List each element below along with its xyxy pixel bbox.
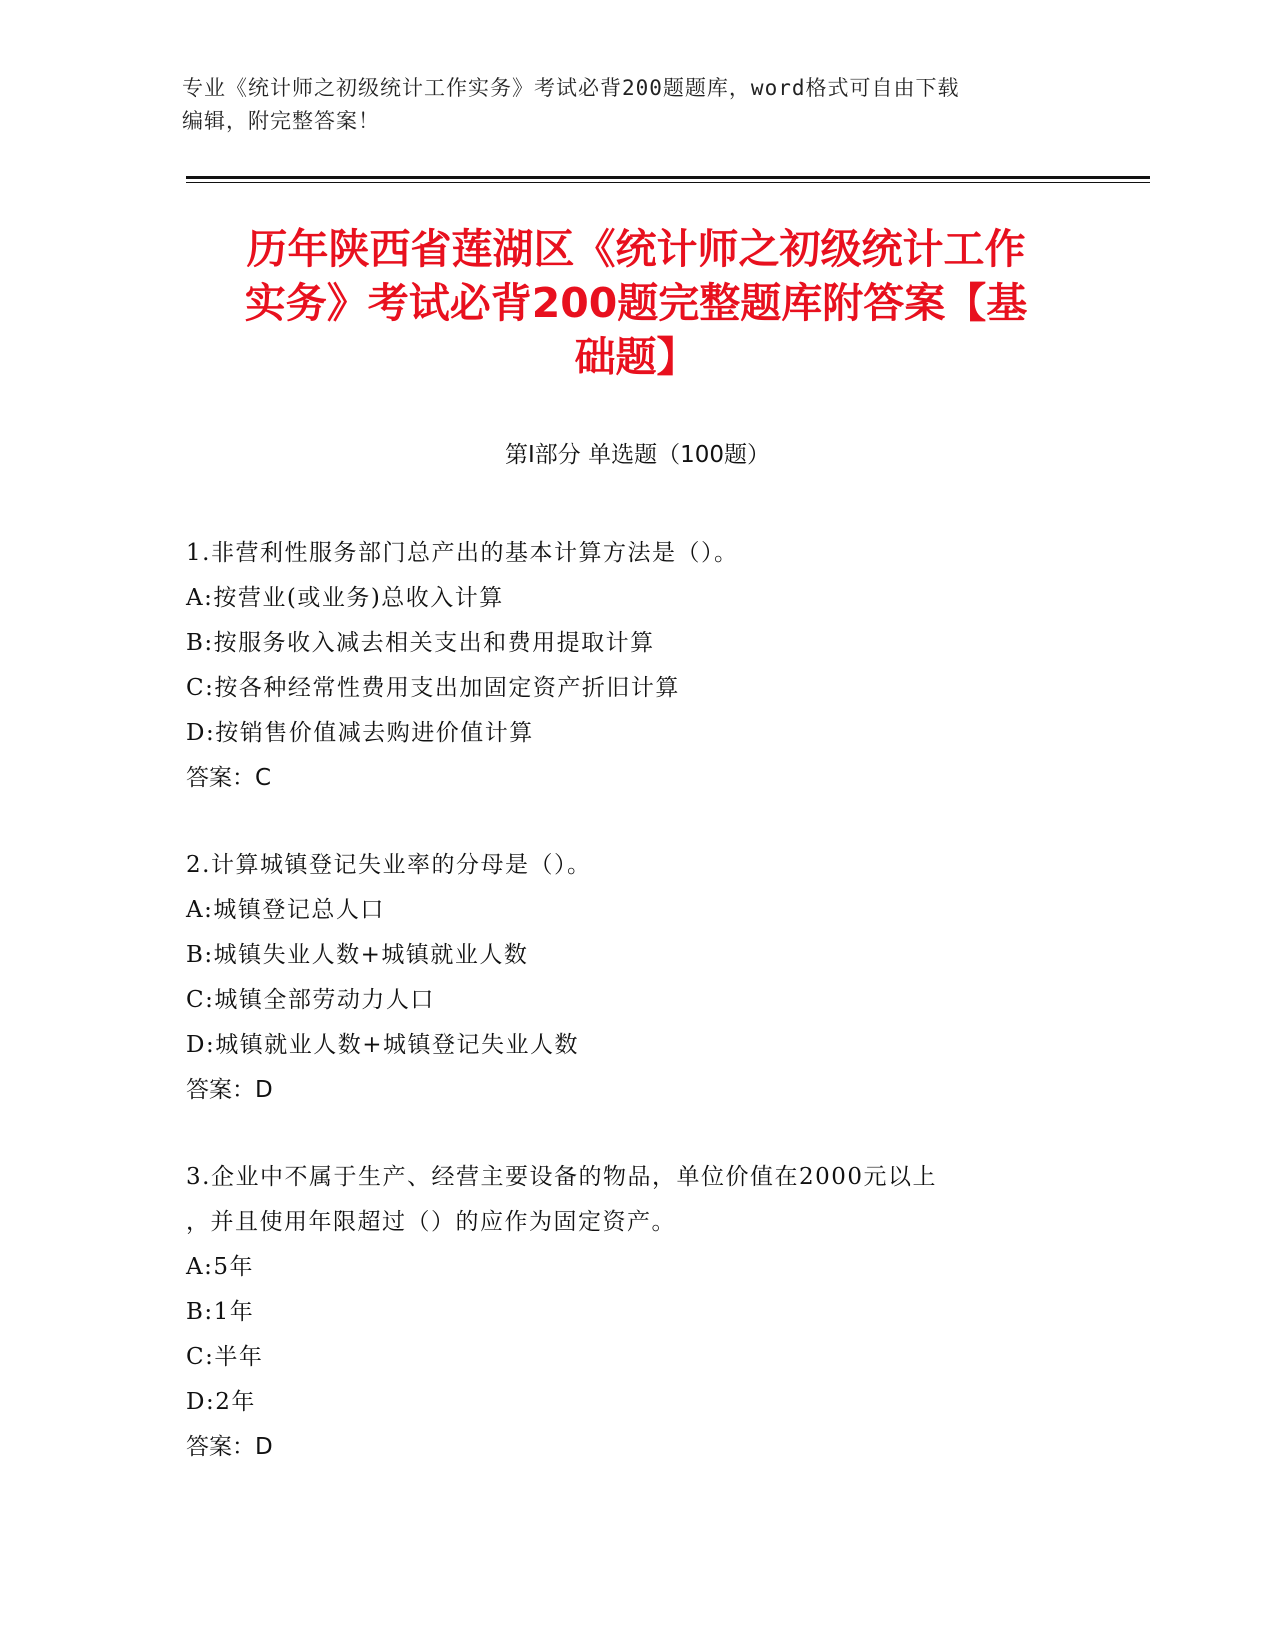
header-divider-thin — [186, 182, 1150, 183]
section-heading: 第Ⅰ部分 单选题（100题） — [505, 442, 770, 468]
title-line-1: 历年陕西省莲湖区《统计师之初级统计工作 — [246, 225, 1026, 273]
question-stem-line-1: 3.企业中不属于生产、经营主要设备的物品，单位价值在2000元以上 — [186, 1164, 937, 1190]
option-c: C:按各种经常性费用支出加固定资产折旧计算 — [186, 675, 680, 701]
question-stem: 2.计算城镇登记失业率的分母是（）。 — [186, 852, 592, 878]
answer-line: 答案：D — [186, 1077, 273, 1103]
option-d: D:按销售价值减去购进价值计算 — [186, 720, 534, 746]
title-line-2: 实务》考试必背200题完整题库附答案【基 — [244, 279, 1028, 327]
answer-line: 答案：D — [186, 1434, 273, 1460]
question-3 — [186, 1155, 1086, 1470]
option-a: A:按营业(或业务)总收入计算 — [186, 585, 504, 611]
question-1 — [186, 531, 1086, 801]
header-line-2: 编辑，附完整答案！ — [182, 109, 380, 133]
option-a: A:5年 — [186, 1254, 254, 1280]
document-header-note — [182, 72, 1062, 138]
option-d: D:城镇就业人数+城镇登记失业人数 — [186, 1032, 579, 1058]
option-b: B:按服务收入减去相关支出和费用提取计算 — [186, 630, 655, 656]
option-b: B:1年 — [186, 1299, 255, 1325]
question-stem-line-2: ，并且使用年限超过（）的应作为固定资产。 — [186, 1209, 676, 1235]
option-c: C:半年 — [186, 1344, 264, 1370]
answer-line: 答案：C — [186, 765, 272, 791]
document-title — [196, 222, 1076, 384]
header-line-1: 专业《统计师之初级统计工作实务》考试必背200题题库，word格式可自由下载 — [182, 76, 960, 100]
option-c: C:城镇全部劳动力人口 — [186, 987, 435, 1013]
header-divider-thick — [186, 176, 1150, 179]
question-stem: 1.非营利性服务部门总产出的基本计算方法是（）。 — [186, 540, 739, 566]
title-line-3: 础题】 — [574, 333, 698, 381]
option-d: D:2年 — [186, 1389, 256, 1415]
question-list — [186, 531, 1086, 1512]
option-b: B:城镇失业人数+城镇就业人数 — [186, 942, 529, 968]
question-2 — [186, 843, 1086, 1113]
option-a: A:城镇登记总人口 — [186, 897, 385, 923]
